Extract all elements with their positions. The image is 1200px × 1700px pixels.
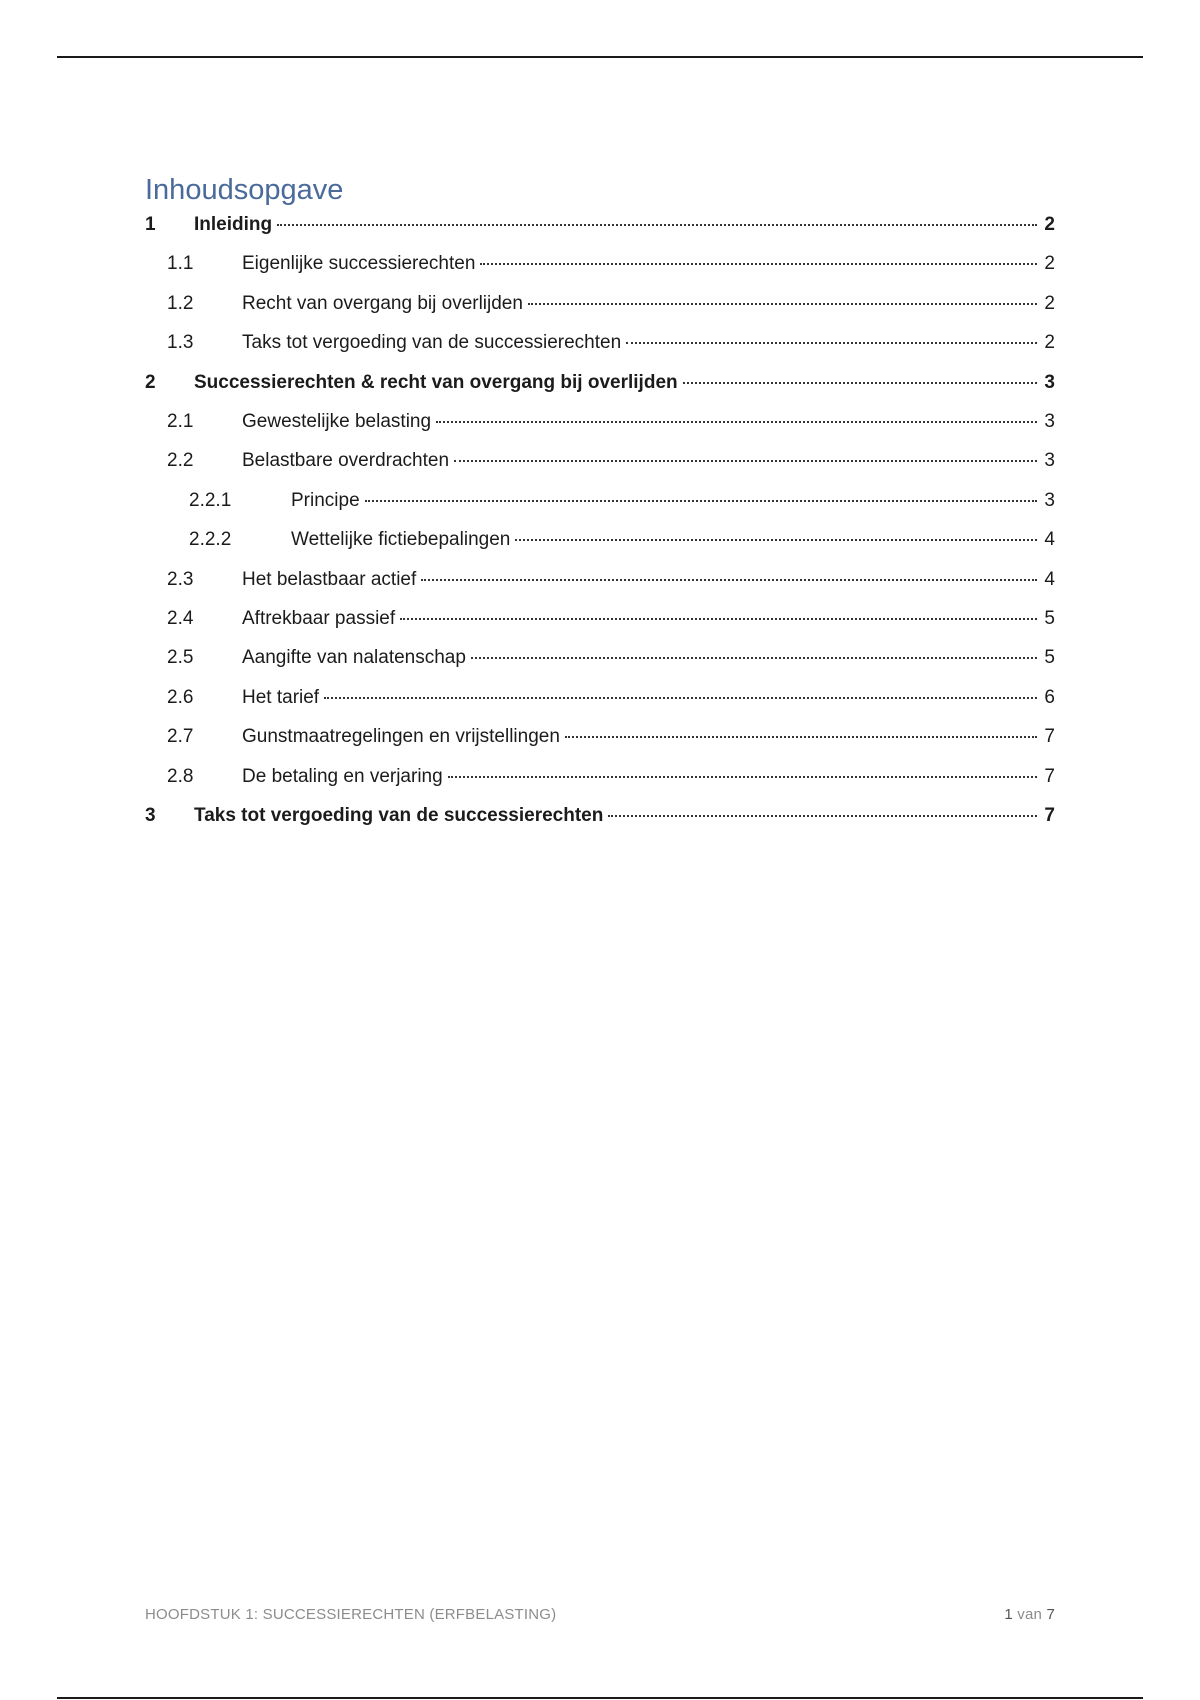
footer-page-total: 7 (1046, 1606, 1055, 1623)
toc-entry-label: Wettelijke fictiebepalingen (291, 529, 511, 551)
toc-entry[interactable] (145, 330, 1055, 356)
toc-dot-leader (471, 657, 1037, 659)
footer-page-current: 1 (1004, 1606, 1013, 1623)
toc-entry[interactable] (145, 251, 1055, 277)
toc-entry-label: Gewestelijke belasting (242, 411, 432, 432)
toc-entry-number: 1.1 (167, 253, 194, 275)
toc-dot-leader (324, 697, 1037, 699)
toc-title: Inhoudsopgave (145, 174, 344, 206)
footer-chapter: HOOFDSTUK 1: SUCCESSIERECHTEN (ERFBELASTING) (145, 1606, 557, 1623)
toc-entry-page: 2 (1044, 332, 1055, 354)
toc-entry[interactable] (145, 409, 1055, 435)
toc-entry-label: Belastbare overdrachten (242, 450, 450, 472)
toc-entry-page: 7 (1044, 765, 1055, 787)
toc-entry[interactable] (145, 370, 1055, 396)
toc-entry[interactable] (145, 803, 1055, 829)
toc-entry[interactable] (145, 764, 1055, 790)
toc-entry-label: Recht van overgang bij overlijden (242, 292, 523, 314)
toc-entry[interactable] (145, 527, 1055, 553)
toc-entry-number: 2.3 (167, 568, 194, 590)
header-rule (57, 56, 1143, 58)
toc-entry-page: 3 (1044, 450, 1055, 472)
toc-entry-label: Inleiding (194, 214, 273, 235)
toc-entry-number: 2.2 (167, 450, 194, 472)
toc-dot-leader (565, 736, 1037, 738)
toc-entry-label: Principe (291, 489, 360, 511)
toc-entry-number: 2.4 (167, 608, 194, 629)
toc-dot-leader (683, 382, 1037, 384)
toc-dot-leader (626, 342, 1037, 344)
toc-entry-page: 3 (1044, 411, 1055, 432)
toc-dot-leader (365, 500, 1037, 502)
toc-dot-leader (436, 421, 1037, 423)
toc-dot-leader (421, 579, 1037, 581)
toc-dot-leader (515, 539, 1037, 541)
toc-entry-page: 5 (1044, 608, 1055, 629)
toc-entry-label: Gunstmaatregelingen en vrijstellingen (242, 726, 560, 748)
toc-entry[interactable] (145, 645, 1055, 671)
toc-entry-label: De betaling en verjaring (242, 765, 443, 787)
toc-entry-page: 7 (1044, 805, 1055, 826)
toc-entry-page: 4 (1044, 568, 1055, 590)
toc-entry[interactable] (145, 488, 1055, 514)
toc-entry-page: 3 (1044, 489, 1055, 511)
toc-dot-leader (528, 303, 1037, 305)
toc-entry[interactable] (145, 606, 1055, 632)
toc-dot-leader (400, 618, 1037, 620)
toc-entry-page: 6 (1044, 686, 1055, 708)
toc-entry-number: 1.3 (167, 332, 194, 354)
toc-entry-number: 2.2.1 (189, 489, 232, 511)
toc-entry-label: Aangifte van nalatenschap (242, 647, 466, 669)
toc-entry-page: 7 (1044, 726, 1055, 748)
toc-entry-page: 3 (1044, 371, 1055, 393)
toc-entry[interactable] (145, 567, 1055, 593)
toc-entry-label: Taks tot vergoeding van de successierechten (242, 332, 622, 354)
footer-page-sep: van (1017, 1606, 1043, 1623)
toc-entry-number: 2.8 (167, 765, 194, 787)
toc-entry-number: 3 (145, 805, 156, 826)
toc-entry-number: 2.6 (167, 686, 194, 708)
toc-entry[interactable] (145, 685, 1055, 711)
toc-dot-leader (480, 263, 1037, 265)
footer-rule (57, 1697, 1143, 1699)
toc-entry-label: Successierechten & recht van overgang bij overlijden (194, 371, 678, 393)
toc-entry-number: 2.5 (167, 647, 194, 669)
table-of-contents (145, 170, 1055, 826)
toc-entry-page: 2 (1044, 253, 1055, 275)
toc-entry[interactable] (145, 448, 1055, 474)
toc-entry-label: Het tarief (242, 686, 320, 708)
page-footer (145, 1606, 1055, 1623)
toc-dot-leader (448, 776, 1037, 778)
toc-entry-label: Het belastbaar actief (242, 568, 417, 590)
toc-entry[interactable] (145, 212, 1055, 238)
toc-entry-number: 2.2.2 (189, 529, 232, 551)
toc-entry-page: 4 (1044, 529, 1055, 551)
footer-page-number (1004, 1606, 1055, 1623)
toc-entry[interactable] (145, 291, 1055, 317)
toc-entry-number: 2 (145, 371, 156, 393)
toc-entry-page: 2 (1044, 292, 1055, 314)
toc-entry-page: 5 (1044, 647, 1055, 669)
toc-entry-number: 2.1 (167, 411, 194, 432)
toc-entry-page: 2 (1044, 214, 1055, 235)
toc-entry-number: 1.2 (167, 292, 194, 314)
toc-dot-leader (454, 460, 1037, 462)
toc-dot-leader (277, 224, 1037, 226)
toc-entry-label: Eigenlijke successierechten (242, 253, 476, 275)
toc-entry-number: 2.7 (167, 726, 194, 748)
toc-entry-label: Aftrekbaar passief (242, 608, 396, 629)
toc-dot-leader (608, 815, 1037, 817)
toc-entry[interactable] (145, 724, 1055, 750)
toc-entry-label: Taks tot vergoeding van de successierechten (194, 805, 604, 826)
toc-entry-number: 1 (145, 214, 156, 235)
